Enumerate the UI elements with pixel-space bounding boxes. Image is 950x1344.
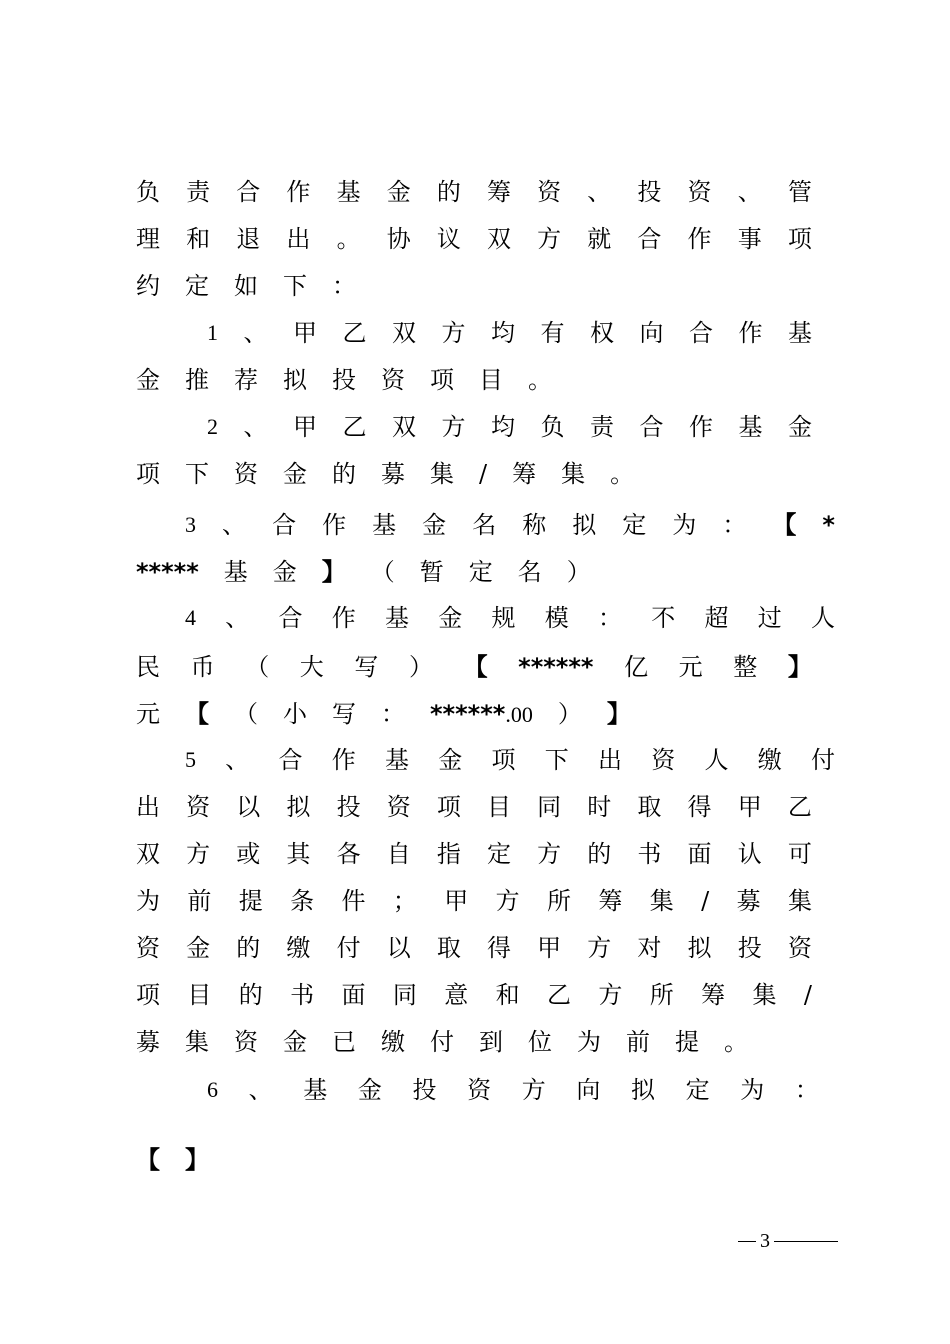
glyph: 出 [598, 746, 622, 774]
glyph: 项 [436, 793, 461, 821]
glyph: 基 [372, 511, 397, 539]
glyph: 方 [598, 981, 623, 1009]
glyph: 责 [186, 178, 211, 206]
glyph: 双 [392, 319, 416, 347]
glyph: 为 [740, 1076, 765, 1104]
text-line [207, 316, 812, 350]
glyph: 均 [491, 319, 515, 347]
glyph: ： [332, 272, 356, 300]
glyph: 项 [491, 746, 516, 774]
glyph: 定 [468, 558, 493, 586]
glyph: 缴 [381, 1028, 405, 1056]
glyph: 方 [186, 840, 211, 868]
glyph: 。 [336, 225, 361, 253]
glyph: 双 [486, 225, 511, 253]
footer-dash-right [774, 1241, 838, 1242]
text-line [136, 222, 812, 256]
glyph: 得 [687, 793, 712, 821]
glyph: 集 [561, 460, 586, 488]
glyph: 亿 [624, 653, 649, 681]
glyph: 合 [272, 511, 297, 539]
page-footer [738, 1230, 838, 1253]
glyph: 权 [590, 319, 614, 347]
glyph: 拟 [631, 1076, 655, 1104]
glyph: 募 [381, 460, 405, 488]
glyph: 金 [186, 934, 211, 962]
glyph: 、 [243, 319, 268, 347]
glyph: 负 [540, 413, 565, 441]
glyph: / [479, 460, 488, 488]
numeral: 6 [207, 1077, 218, 1102]
text-line [136, 269, 812, 303]
glyph: 集 [649, 887, 674, 915]
glyph: 作 [286, 178, 311, 206]
glyph: 金 [788, 413, 812, 441]
glyph: 向 [576, 1076, 601, 1104]
glyph: 资 [186, 793, 211, 821]
text-line [136, 363, 812, 397]
glyph: 所 [547, 887, 571, 915]
glyph: 过 [757, 604, 782, 632]
glyph: 合 [236, 178, 261, 206]
glyph: 荐 [234, 366, 258, 394]
glyph: 项 [787, 225, 812, 253]
numeral: 5 [185, 747, 196, 772]
glyph: 不 [651, 604, 676, 632]
glyph: 目 [479, 366, 503, 394]
glyph: 推 [185, 366, 209, 394]
glyph: 基 [738, 413, 763, 441]
glyph: 元 [136, 700, 160, 728]
glyph: 定 [486, 840, 511, 868]
glyph: 基 [385, 746, 409, 774]
glyph: 。 [610, 460, 635, 488]
glyph: 的 [587, 840, 612, 868]
glyph: 资 [537, 178, 562, 206]
glyph: 资 [651, 746, 676, 774]
glyph: 元 [678, 653, 703, 681]
glyph: 双 [392, 413, 416, 441]
glyph: 方 [495, 887, 520, 915]
glyph: 集 [430, 460, 454, 488]
glyph: 自 [386, 840, 411, 868]
glyph: 前 [187, 887, 212, 915]
glyph: 金 [283, 460, 307, 488]
glyph: 作 [687, 225, 712, 253]
glyph: 甲 [737, 793, 762, 821]
glyph: 对 [637, 934, 662, 962]
glyph: 目 [187, 981, 212, 1009]
glyph: 件 [341, 887, 366, 915]
glyph: 提 [238, 887, 263, 915]
text-line [136, 1143, 812, 1177]
glyph: 称 [522, 511, 547, 539]
glyph: 作 [322, 511, 347, 539]
glyph: 集 [752, 981, 777, 1009]
glyph: 为 [136, 887, 160, 915]
glyph: （ [234, 700, 258, 728]
glyph: 人 [704, 746, 729, 774]
glyph: 提 [675, 1028, 699, 1056]
glyph: （ [245, 653, 270, 681]
glyph: 投 [637, 178, 662, 206]
glyph: 甲 [293, 413, 317, 441]
glyph: 规 [491, 604, 516, 632]
glyph: ） [557, 700, 582, 728]
glyph: 缴 [286, 934, 311, 962]
glyph: 投 [737, 934, 762, 962]
glyph: 所 [649, 981, 674, 1009]
glyph: 取 [436, 934, 461, 962]
glyph: 以 [386, 934, 411, 962]
glyph: 人 [811, 604, 835, 632]
glyph: （ [370, 558, 395, 586]
glyph: 和 [495, 981, 520, 1009]
glyph: 时 [587, 793, 612, 821]
glyph: 付 [811, 746, 835, 774]
glyph: 基 [336, 178, 361, 206]
glyph: 管 [787, 178, 812, 206]
text-line [207, 410, 812, 444]
glyph: 拟 [283, 366, 307, 394]
glyph: 暂 [419, 558, 444, 586]
glyph: 币 [190, 653, 215, 681]
glyph: 的 [238, 981, 263, 1009]
glyph: 基 [303, 1076, 328, 1104]
glyph: 合 [278, 604, 303, 632]
glyph: 或 [236, 840, 261, 868]
glyph: 投 [412, 1076, 437, 1104]
glyph: 金 [438, 746, 463, 774]
glyph: 资 [467, 1076, 492, 1104]
glyph: 以 [236, 793, 261, 821]
text-line [136, 697, 812, 731]
glyph: 面 [687, 840, 712, 868]
glyph: 合 [637, 225, 662, 253]
glyph: 位 [528, 1028, 552, 1056]
text-line [136, 555, 812, 589]
glyph: 拟 [286, 793, 311, 821]
glyph: 方 [587, 934, 612, 962]
glyph: 。 [528, 366, 552, 394]
glyph: 、 [248, 1076, 273, 1104]
glyph: 整 [733, 653, 758, 681]
glyph: 筹 [486, 178, 511, 206]
glyph: 写 [332, 700, 356, 728]
glyph: 定 [185, 272, 209, 300]
glyph: 条 [290, 887, 315, 915]
text-line [136, 978, 812, 1012]
glyph: ： [598, 604, 622, 632]
glyph: 项 [430, 366, 454, 394]
glyph: 面 [341, 981, 366, 1009]
glyph: 资 [234, 1028, 258, 1056]
glyph: 作 [738, 319, 763, 347]
glyph: 合 [639, 413, 664, 441]
glyph: 方 [521, 1076, 546, 1104]
glyph: 下 [544, 746, 569, 774]
glyph: 付 [336, 934, 361, 962]
bracket: 】 [787, 653, 812, 681]
glyph: 双 [136, 840, 160, 868]
glyph: 约 [136, 272, 160, 300]
glyph: 。 [724, 1028, 748, 1056]
glyph: 拟 [572, 511, 597, 539]
glyph: 资 [687, 178, 712, 206]
glyph: 、 [222, 511, 247, 539]
glyph: 甲 [293, 319, 317, 347]
glyph: 投 [332, 366, 356, 394]
glyph: 、 [587, 178, 612, 206]
glyph: 认 [737, 840, 762, 868]
glyph: 金 [283, 1028, 307, 1056]
glyph: 出 [136, 793, 160, 821]
page-number: 3 [760, 1230, 770, 1252]
glyph: 名 [517, 558, 542, 586]
glyph: 合 [689, 319, 713, 347]
glyph: 作 [331, 746, 356, 774]
glyph: 资 [381, 366, 405, 394]
glyph: ： [722, 511, 747, 539]
glyph: 方 [441, 413, 466, 441]
glyph: 同 [537, 793, 562, 821]
glyph: 投 [336, 793, 361, 821]
text-line [136, 175, 812, 209]
glyph: 资 [386, 793, 411, 821]
text-line [207, 1073, 819, 1107]
glyph: / [701, 887, 710, 915]
glyph: 资 [234, 460, 258, 488]
glyph: 理 [136, 225, 160, 253]
bracket: 【 [772, 511, 797, 539]
text-line [185, 508, 835, 542]
glyph: 筹 [512, 460, 537, 488]
glyph: 和 [186, 225, 211, 253]
bracket: 】 [321, 558, 346, 586]
glyph: 合 [278, 746, 303, 774]
text-line [136, 1025, 812, 1059]
text-line [185, 601, 835, 635]
glyph: 金 [357, 1076, 382, 1104]
glyph: 的 [332, 460, 356, 488]
glyph: 退 [236, 225, 261, 253]
glyph: 方 [441, 319, 466, 347]
glyph: ） [566, 558, 591, 586]
glyph: 责 [590, 413, 614, 441]
glyph: 如 [234, 272, 258, 300]
glyph: 募 [136, 1028, 160, 1056]
glyph: ） [408, 653, 433, 681]
glyph: 基 [223, 558, 248, 586]
glyph: 得 [486, 934, 511, 962]
glyph: 书 [290, 981, 315, 1009]
glyph: 作 [689, 413, 713, 441]
glyph: 、 [225, 746, 250, 774]
glyph: 、 [737, 178, 762, 206]
glyph: / [803, 981, 812, 1009]
glyph: 金 [438, 604, 463, 632]
glyph: 筹 [598, 887, 623, 915]
glyph: ： [381, 700, 405, 728]
glyph: 模 [544, 604, 569, 632]
glyph: 付 [430, 1028, 454, 1056]
glyph: 均 [491, 413, 515, 441]
glyph: 金 [386, 178, 411, 206]
glyph: 的 [436, 178, 461, 206]
glyph: 议 [436, 225, 461, 253]
glyph: 取 [637, 793, 662, 821]
bracket: 【 [463, 653, 488, 681]
glyph: 事 [737, 225, 762, 253]
glyph: 到 [479, 1028, 503, 1056]
glyph: 项 [136, 981, 160, 1009]
glyph: 已 [332, 1028, 356, 1056]
placeholder-text: ****** [518, 653, 594, 681]
numeral: 1 [207, 320, 218, 345]
bracket: 】 [185, 1146, 209, 1174]
glyph: 拟 [687, 934, 712, 962]
glyph: 名 [472, 511, 497, 539]
placeholder-text: ******.00 [430, 699, 533, 728]
placeholder-text: * [822, 511, 835, 539]
glyph: 有 [540, 319, 565, 347]
glyph: 甲 [537, 934, 562, 962]
glyph: 乙 [547, 981, 571, 1009]
glyph: 目 [486, 793, 511, 821]
glyph: 出 [286, 225, 311, 253]
glyph: 金 [272, 558, 297, 586]
text-line [136, 837, 812, 871]
bracket: 【 [185, 700, 209, 728]
text-line [136, 457, 812, 491]
glyph: 定 [622, 511, 647, 539]
glyph: 其 [286, 840, 311, 868]
glyph: 筹 [701, 981, 726, 1009]
bracket: 】 [606, 700, 631, 728]
text-line [185, 743, 835, 777]
glyph: 就 [587, 225, 612, 253]
glyph: 、 [225, 604, 250, 632]
glyph: 基 [788, 319, 812, 347]
text-line [136, 790, 812, 824]
glyph: 募 [736, 887, 761, 915]
glyph: 资 [136, 934, 160, 962]
glyph: 可 [787, 840, 812, 868]
placeholder-text: ***** [136, 558, 199, 586]
glyph: 缴 [757, 746, 782, 774]
glyph: 乙 [342, 319, 367, 347]
glyph: 集 [185, 1028, 209, 1056]
glyph: 资 [787, 934, 812, 962]
glyph: 负 [136, 178, 160, 206]
glyph: 下 [185, 460, 209, 488]
glyph: 甲 [444, 887, 469, 915]
glyph: ： [794, 1076, 819, 1104]
glyph: 指 [436, 840, 461, 868]
numeral: 3 [185, 512, 196, 537]
glyph: 前 [626, 1028, 650, 1056]
glyph: 写 [354, 653, 379, 681]
glyph: 书 [637, 840, 662, 868]
glyph: 项 [136, 460, 160, 488]
glyph: 基 [385, 604, 409, 632]
glyph: 各 [336, 840, 361, 868]
glyph: 同 [392, 981, 417, 1009]
glyph: 为 [672, 511, 697, 539]
glyph: 作 [331, 604, 356, 632]
glyph: 协 [386, 225, 411, 253]
glyph: ； [392, 887, 417, 915]
glyph: 定 [685, 1076, 710, 1104]
glyph: 为 [577, 1028, 601, 1056]
glyph: 民 [136, 653, 160, 681]
glyph: 方 [537, 225, 562, 253]
glyph: 乙 [342, 413, 367, 441]
text-line [136, 884, 812, 918]
glyph: 意 [444, 981, 469, 1009]
glyph: 超 [704, 604, 729, 632]
glyph: 小 [283, 700, 307, 728]
text-line [136, 650, 812, 684]
glyph: 向 [639, 319, 664, 347]
bracket: 【 [136, 1146, 160, 1174]
glyph: 金 [136, 366, 160, 394]
glyph: 金 [422, 511, 447, 539]
text-line [136, 931, 812, 965]
glyph: 的 [236, 934, 261, 962]
glyph: 下 [283, 272, 307, 300]
footer-dash-left [738, 1241, 756, 1242]
numeral: 4 [185, 605, 196, 630]
glyph: 方 [537, 840, 562, 868]
glyph: 大 [299, 653, 324, 681]
glyph: 、 [243, 413, 268, 441]
glyph: 乙 [787, 793, 812, 821]
glyph: 集 [787, 887, 812, 915]
numeral: 2 [207, 414, 218, 439]
